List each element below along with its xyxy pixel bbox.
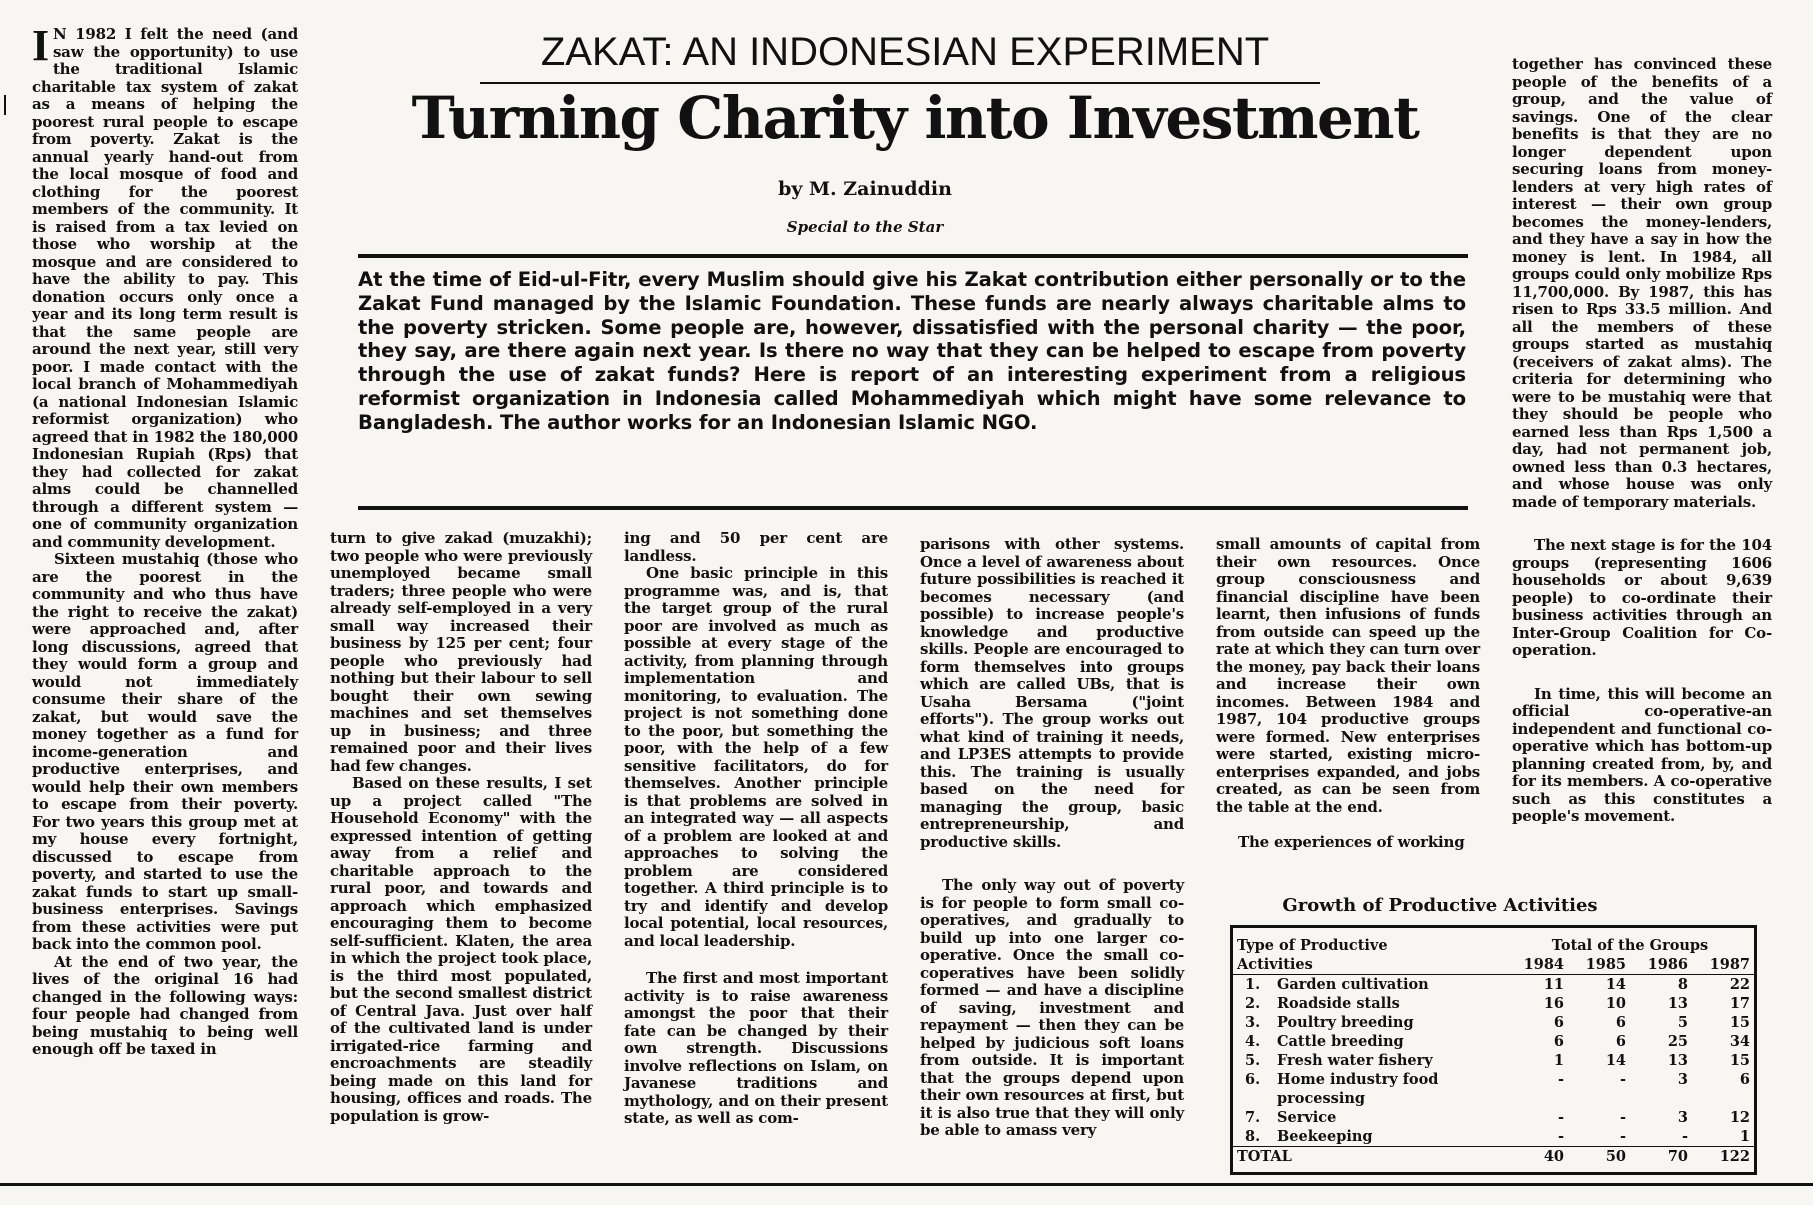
cell-value: 5 — [1677, 1014, 1688, 1031]
table-row — [1233, 1032, 1754, 1051]
type-header-line-1: Type of Productive — [1237, 937, 1388, 954]
row-label: Garden cultivation — [1277, 976, 1429, 993]
column-5 — [1216, 536, 1480, 852]
table-title: Growth of Productive Activities — [1282, 895, 1598, 916]
article-kicker: ZAKAT: AN INDONESIAN EXPERIMENT — [540, 30, 1270, 74]
type-header-line-2: Activities — [1233, 955, 1506, 975]
cell-value: - — [1557, 1109, 1564, 1126]
cell-value: 15 — [1729, 1052, 1750, 1069]
column-6 — [1512, 56, 1772, 826]
row-number: 7. — [1245, 1109, 1261, 1126]
row-label: Roadside stalls — [1277, 995, 1400, 1012]
table-header-row-2 — [1233, 955, 1754, 975]
cell-value: - — [1619, 1128, 1626, 1145]
page-bottom-rule — [0, 1183, 1813, 1186]
total-value: 122 — [1692, 1147, 1754, 1167]
table-total-row — [1233, 1147, 1754, 1167]
row-number: 4. — [1245, 1033, 1261, 1050]
cell-value: - — [1557, 1128, 1564, 1145]
growth-table-box — [1230, 925, 1757, 1175]
col3-para-1: ing and 50 per cent are landless. — [624, 529, 888, 565]
table-header-row-1 — [1233, 928, 1754, 955]
cell-value: - — [1557, 1071, 1564, 1088]
year-header: 1984 — [1506, 955, 1568, 975]
margin-mark — [4, 95, 6, 115]
col6-para-2: The next stage is for the 104 groups (representing 1606 households or about 9,639 people) to co-ordinate their business activities through an Inter-Group Coalition for Co-operation. — [1512, 536, 1772, 659]
cell-value: 1 — [1553, 1052, 1564, 1069]
table-row — [1233, 1051, 1754, 1070]
cell-value: 13 — [1667, 1052, 1688, 1069]
total-label: TOTAL — [1233, 1147, 1506, 1167]
col1-para-2: Sixteen mustahiq (those who are the poorest in the community and who thus have the right to receive the zakat) were approached and, after long discussions, agreed that they would form a group and would not immediately consume their share of the zakat, but would save the money together as a fund for income-generation and productive enterprises, and would help their own members to escape from their poverty. For two years this group met at my house every fortnight, discussed to escape from poverty, and started to use the zakat funds to start up small-business enterprises. Savings from these activities were put back into the common pool. — [32, 550, 298, 953]
cell-value: 3 — [1677, 1071, 1688, 1088]
growth-table — [1233, 928, 1754, 1166]
cell-value: 6 — [1739, 1071, 1750, 1088]
total-value: 40 — [1506, 1147, 1568, 1167]
row-label: Service — [1277, 1109, 1337, 1126]
row-label: Fresh water fishery — [1277, 1052, 1433, 1069]
col1-para-3: At the end of two year, the lives of the original 16 had changed in the following ways: four people had changed from being mustahiq to being well enough off be taxed in — [32, 952, 298, 1058]
col4-para-1: parisons with other systems. Once a level of awareness about future possibilities is reached it becomes necessary (and possible) to increase people's knowledge and productive skills. People are encouraged to form themselves into groups which are called UBs, that is Usaha Bersama ("joint efforts"). The group works out what kind of training it needs, and LP3ES attempts to provide this. The training is usually based on the need for managing the group, basic entrepreneurship, and productive skills. — [920, 535, 1184, 851]
cell-value: 8 — [1677, 976, 1688, 993]
row-label: Home industry food processing — [1277, 1071, 1439, 1107]
cell-value: 13 — [1667, 995, 1688, 1012]
cell-value: 6 — [1615, 1033, 1626, 1050]
cell-value: 3 — [1677, 1109, 1688, 1126]
table-row — [1233, 975, 1754, 995]
cell-value: 1 — [1739, 1128, 1750, 1145]
col3-para-3: The first and most important activity is to raise awareness amongst the poor that their fate can be changed by their own strength. Discussions involve reflections on Islam, on Javanese traditions and mythology, and on their present state, as well as com- — [624, 969, 888, 1127]
cell-value: - — [1619, 1071, 1626, 1088]
cell-value: 15 — [1729, 1014, 1750, 1031]
cell-value: 14 — [1605, 1052, 1626, 1069]
table-row — [1233, 1070, 1754, 1108]
col1-para-1 — [32, 21, 298, 551]
byline: by M. Zainuddin — [778, 178, 952, 200]
cell-value: 25 — [1667, 1033, 1688, 1050]
cell-value: 16 — [1543, 995, 1564, 1012]
col5-para-2: The experiences of working — [1238, 833, 1465, 851]
intro-standfirst: At the time of Eid-ul-Fitr, every Muslim should give his Zakat contribution either personally or to the Zakat Fund managed by the Islamic Foundation. These funds are nearly always charitable alms to the poverty stricken. Some people are, however, dissatisfied with the personal charity — the poor, they say, are there again next year. Is there no way that they can be helped to escape from poverty through the use of zakat funds? Here is report of an interesting experiment from a religious reformist organization in Indonesia called Mohammediyah which might have some relevance to Bangladesh. The author works for an Indonesian Islamic NGO. — [358, 268, 1466, 434]
row-number: 2. — [1245, 995, 1261, 1012]
col2-para-2: Based on these results, I set up a project called "The Household Economy" with the expressed intention of getting away from a relief and charitable approach to the rural poor, and towards and approach which emphasized encouraging them to become self-sufficient. Klaten, the area in which the project took place, is the third most populated, but the second smallest district of Central Java. Just over half of the cultivated land is under irrigated-rice farming and encroachments are steadily being made on this land for housing, offices and roads. The population is grow- — [330, 774, 592, 1125]
column-3 — [624, 530, 888, 1128]
cell-value: 22 — [1729, 976, 1750, 993]
col4-para-2: The only way out of poverty is for people to form small co-operatives, and gradually to build up into one larger co-operative. Once the small co-coperatives have been solidly formed — and have a discipline of saving, investment and repayment — then they can be helped by judicious soft loans from outside. It is important that the groups depend upon their own resources at first, but it is also true that they will only be able to amass very — [920, 876, 1184, 1139]
row-label: Cattle breeding — [1277, 1033, 1404, 1050]
intro-top-rule — [358, 254, 1468, 258]
year-header: 1987 — [1692, 955, 1754, 975]
column-4 — [920, 536, 1184, 1140]
intro-bottom-rule — [358, 506, 1468, 510]
column-2 — [330, 530, 592, 1125]
row-label: Beekeeping — [1277, 1128, 1373, 1145]
col5-para-1: small amounts of capital from their own resources. Once group consciousness and financial discipline have been learnt, then infusions of funds from outside can speed up the rate at which they can turn over the money, pay back their loans and increase their own incomes. Between 1984 and 1987, 104 productive groups were formed. New enterprises were started, existing micro-enterprises expanded, and jobs created, as can be seen from the table at the end. — [1216, 535, 1480, 816]
cell-value: 6 — [1615, 1014, 1626, 1031]
cell-value: 6 — [1553, 1014, 1564, 1031]
table-row — [1233, 994, 1754, 1013]
drop-cap: I — [32, 21, 49, 70]
row-number: 3. — [1245, 1014, 1261, 1031]
total-value: 50 — [1568, 1147, 1630, 1167]
cell-value: 34 — [1729, 1033, 1750, 1050]
cell-value: 11 — [1543, 976, 1564, 993]
col6-para-1: together has convinced these people of the benefits of a group, and the value of savings. One of the clear benefits is that they are no longer dependent upon securing loans from money-lenders at very high rates of interest — their own group becomes the money-lenders, and they have a say in how the money is lent. In 1984, all groups could only mobilize Rps 11,700,000. By 1987, this has risen to Rps 33.5 million. And all the members of these groups started as mustahiq (receivers of zakat alms). The criteria for determining who were to be mustahiq were that they should be people who earned less than Rps 1,500 a day, had not permanent job, owned less than 0.3 hectares, and whose house was only made of temporary materials. — [1512, 55, 1772, 511]
special-credit: Special to the Star — [786, 218, 944, 236]
col6-para-3: In time, this will become an official co-operative-an independent and functional co-operative which has bottom-up planning created from, by, and for its members. A co-operative such as this constitutes a people's movement. — [1512, 684, 1772, 825]
year-header: 1986 — [1630, 955, 1692, 975]
total-value: 70 — [1630, 1147, 1692, 1167]
cell-value: 12 — [1729, 1109, 1750, 1126]
total-groups-header: Total of the Groups — [1551, 937, 1709, 954]
table-row — [1233, 1127, 1754, 1147]
row-number: 8. — [1245, 1128, 1261, 1145]
row-number: 6. — [1245, 1071, 1261, 1088]
row-number: 5. — [1245, 1052, 1261, 1069]
column-1 — [32, 21, 298, 1059]
article-headline: Turning Charity into Investment — [411, 84, 1419, 152]
cell-value: 10 — [1605, 995, 1626, 1012]
cell-value: - — [1619, 1109, 1626, 1126]
table-row — [1233, 1013, 1754, 1032]
col3-para-2: One basic principle in this programme was, and is, that the target group of the rural poor are involved as much as possible at every stage of the activity, from planning through implementation and monitoring, to evaluation. The project is not something done to the poor, but something the poor, with the help of a few sensitive facilitators, do for themselves. Another principle is that problems are solved in an integrated way — all aspects of a problem are looked at and approaches to solving the problem are considered together. A third principle is to try and identify and develop local potential, local resources, and local leadership. — [624, 564, 888, 950]
cell-value: - — [1681, 1128, 1688, 1145]
col1-para-1-text: N 1982 I felt the need (and saw the opportunity) to use the traditional Islamic charitable tax system of zakat as a means of helping the poorest rural people to escape from poverty. Zakat is the annual yearly hand-out from the local mosque of food and clothing for the poorest members of the community. It is raised from a tax levied on those who worship at the mosque and are considered to have the ability to pay. This donation occurs only once a year and its long term result is that the same people are around the next year, still very poor. I made contact with the local branch of Mohammediyah (a national Indonesian Islamic reformist organization) who agreed that in 1982 the 180,000 Indonesian Rupiah (Rps) that they had collected for zakat alms could be channelled through a different system — one of community organization and community development. — [32, 25, 298, 551]
cell-value: 17 — [1729, 995, 1750, 1012]
row-number: 1. — [1245, 976, 1261, 993]
table-row — [1233, 1108, 1754, 1127]
year-header: 1985 — [1568, 955, 1630, 975]
row-label: Poultry breeding — [1277, 1014, 1414, 1031]
cell-value: 6 — [1553, 1033, 1564, 1050]
cell-value: 14 — [1605, 976, 1626, 993]
col2-para-1: turn to give zakad (muzakhi); two people who were previously unemployed became small traders; three people who were already self-employed in a very small way increased their business by 125 per cent; four people who previously had nothing but their labour to sell bought their own sewing machines and set themselves up in business; and three remained poor and their lives had few changes. — [330, 529, 592, 775]
